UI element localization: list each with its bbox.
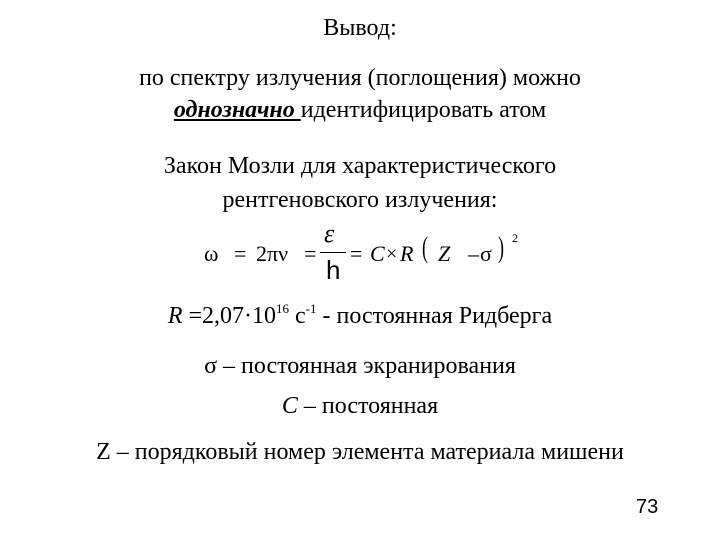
conclusion-emphasis: однозначно <box>173 97 301 123</box>
c-definition <box>0 392 720 420</box>
moseley-law-line-1: Закон Мозли для характеристического <box>163 153 557 179</box>
rydberg-description: - постоянная Ридберга <box>316 303 553 329</box>
formula-r: R <box>400 241 414 266</box>
formula-two-pi-nu: 2πν <box>256 241 289 266</box>
formula-sigma: σ <box>480 241 492 266</box>
conclusion-line-2 <box>0 96 720 124</box>
formula-left-paren: ( <box>422 231 428 264</box>
c-description: – постоянная <box>297 393 439 419</box>
rydberg-exponent: 16 <box>276 301 290 316</box>
moseley-law-line-2: рентгеновского излучения: <box>222 187 498 213</box>
formula-fraction-bar <box>320 252 346 253</box>
formula-right-paren: ) <box>498 231 504 264</box>
z-definition: Z – порядковый номер элемента материала мишени <box>96 439 624 465</box>
formula-exponent: 2 <box>512 231 518 245</box>
formula-omega: ω <box>204 241 219 266</box>
formula-equals-1: = <box>234 241 247 266</box>
formula-numerator-epsilon: ε <box>324 219 335 248</box>
formula-equals-2: = <box>304 241 317 266</box>
conclusion-line-1: по спектру излучения (поглощения) можно <box>139 65 581 91</box>
formula-c: C <box>370 241 385 266</box>
formula-minus: – <box>468 241 479 266</box>
formula-times: × <box>386 243 398 265</box>
formula-equals-3: = <box>350 241 363 266</box>
formula-z: Z <box>438 241 451 266</box>
c-symbol: C <box>281 393 298 419</box>
conclusion-line-2-text: идентифицировать атом <box>300 97 547 123</box>
rydberg-unit-exponent: -1 <box>305 301 317 316</box>
rydberg-value: =2,07·10 <box>182 303 277 329</box>
slide-title: Вывод: <box>323 15 397 41</box>
rydberg-symbol: R <box>167 303 183 329</box>
rydberg-unit: с <box>289 303 306 329</box>
sigma-definition: σ – постоянная экранирования <box>204 353 516 379</box>
page-number: 73 <box>636 496 659 518</box>
rydberg-line <box>0 302 720 330</box>
formula-denominator-h: h <box>326 255 341 285</box>
